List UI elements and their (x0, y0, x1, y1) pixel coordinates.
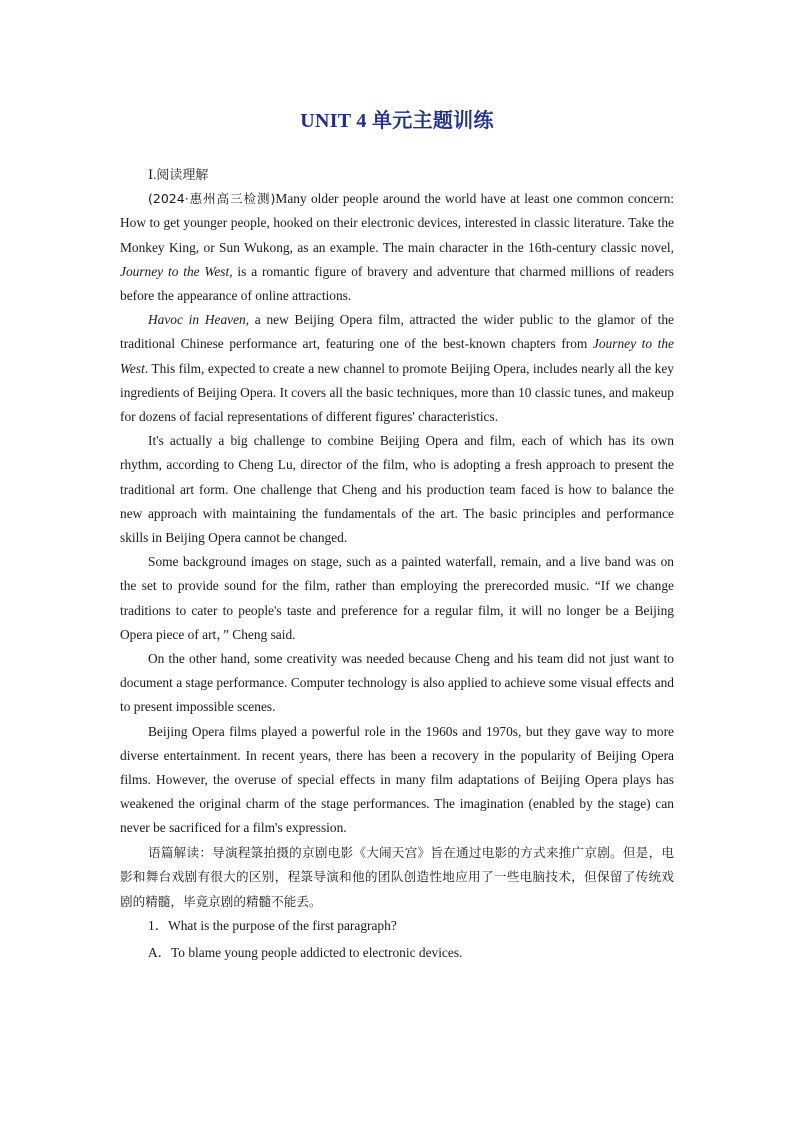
paragraph-1: (2024·惠州高三检测)Many older people around the world have at least one common concern: How to get younger people, hooked on their electronic devices, interested in classic literature. Take the Monkey King, or Sun Wukong, as an example. The main character in the 16th-century classic novel, Journey to the West, is a romantic figure of bravery and adventure that charmed millions of readers before the appearance of online attractions. (120, 191, 675, 304)
section-heading: Ⅰ.阅读理解 (148, 167, 209, 182)
question-1: 1．What is the purpose of the first paragraph? (148, 918, 397, 934)
paragraph-5: On the other hand, some creativity was needed because Cheng and his team did not just want to document a stage performance. Computer technology is also applied to achieve some visual effects and to present impossible scenes. (120, 651, 674, 715)
paragraph-2: Havoc in Heaven, a new Beijing Opera film, attracted the wider public to the glamor of the traditional Chinese performance art, featuring one of the best-known chapters from Journey to the West. This film, expected to create a new channel to promote Beijing Opera, includes nearly all the key ingredients of Beijing Opera. It covers all the basic techniques, more than 10 classic tunes, and makeup for dozens of facial representations of different figures' characteristics. (120, 312, 674, 425)
paragraph-3: It's actually a big challenge to combine Beijing Opera and film, each of which has its own rhythm, according to Cheng Lu, director of the film, who is adopting a fresh approach to present the traditional art form. One challenge that Cheng and his production team faced is how to balance the new approach with maintaining the fundamentals of the art. The basic principles and performance skills in Beijing Opera cannot be changed. (120, 433, 674, 546)
passage-summary: 语篇解读：导演程箓拍摄的京剧电影《大闹天宫》旨在通过电影的方式来推广京剧。但是，电影和舞台戏剧有很大的区别，程箓导演和他的团队创造性地应用了一些电脑技术，但保留了传统戏剧的精髓，毕竟京剧的精髓不能丢。 (120, 844, 674, 909)
option-a: A．To blame young people addicted to electronic devices. (148, 944, 463, 960)
page-title: UNIT 4 单元主题训练 (300, 110, 494, 132)
source-tag: (2024·惠州高三检测) (148, 191, 276, 207)
paragraph-6: Beijing Opera films played a powerful role in the 1960s and 1970s, but they gave way to more diverse entertainment. In recent years, there has been a recovery in the popularity of Beijing Opera films. However, the overuse of special effects in many film adaptations of Beijing Opera plays has weakened the original charm of the stage performances. The imagination (enabled by the stage) can never be sacrificed for a film's expression. (120, 723, 674, 836)
document-body (120, 163, 674, 965)
paragraph-4: Some background images on stage, such as a painted waterfall, remain, and a live band was on the set to provide sound for the film, rather than employing the prerecorded music. “If we change traditions to cater to people's taste and preference for a regular film, it will no longer be a Beijing Opera piece of art，” Cheng said. (120, 554, 674, 642)
